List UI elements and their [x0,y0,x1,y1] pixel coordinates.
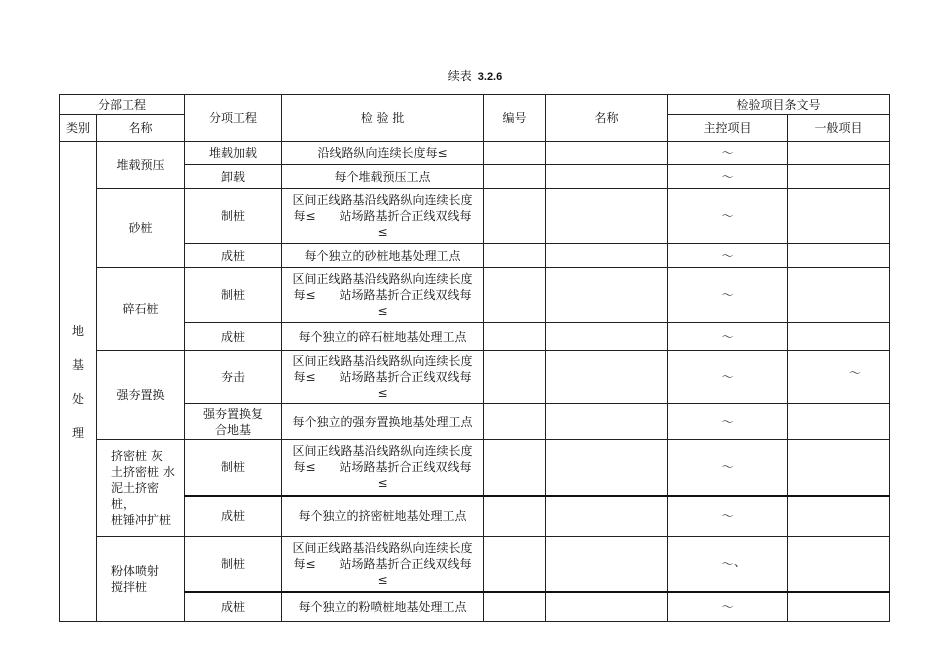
general-items-cell [788,592,890,622]
sub-item-cell: 成桩 [185,592,282,622]
table-row [60,323,890,351]
table-row [60,440,890,496]
lot-name-cell [546,592,668,622]
table-row [60,537,890,592]
table-row [60,244,890,268]
general-items-cell [788,165,890,189]
header-general-items: 一般项目 [788,115,890,142]
main-items-cell: ～ [668,142,788,165]
category-cell [60,142,97,622]
main-items-cell: ～ [668,440,788,496]
lot-name-cell [546,496,668,537]
sub-item-cell: 制桩 [185,268,282,323]
inspection-lot-cell: 每个独立的砂桩地基处理工点 [282,244,484,268]
code-cell [484,496,546,537]
header-code: 编号 [484,95,546,142]
lot-name-cell [546,323,668,351]
sub-item-cell: 强夯置换复 合地基 [185,404,282,440]
inspection-lot-cell: 每个独立的强夯置换地基处理工点 [282,404,484,440]
category-char: 理 [71,425,84,440]
category-char: 地 [71,323,84,338]
lot-name-cell [546,244,668,268]
general-items-cell [788,537,890,592]
code-cell [484,592,546,622]
code-cell [484,165,546,189]
lot-name-cell [546,351,668,404]
category-char: 处 [71,391,84,406]
stray-tilde-mark: ～ [849,366,862,380]
general-items-cell [788,142,890,165]
general-items-cell [788,244,890,268]
caption-number: 3.2.6 [477,71,503,83]
lot-name-cell [546,268,668,323]
sub-item-cell: 成桩 [185,496,282,537]
group-name-cell: 碎石桩 [97,268,185,351]
inspection-lot-cell: 每个独立的碎石桩地基处理工点 [282,323,484,351]
header-fenxiang: 分项工程 [185,95,282,142]
table-row [60,351,890,404]
sub-item-cell: 成桩 [185,323,282,351]
general-items-cell [788,496,890,537]
group-name-cell: 粉体喷射 搅拌桩 [97,537,185,622]
code-cell [484,189,546,244]
group-name-cell: 砂桩 [97,189,185,268]
code-cell [484,142,546,165]
sub-item-cell: 堆载加载 [185,142,282,165]
header-inspection-lot: 检 验 批 [282,95,484,142]
header-fenbu: 分部工程 [60,95,185,115]
general-items-cell [788,404,890,440]
general-items-cell [788,440,890,496]
sub-item-cell: 制桩 [185,189,282,244]
main-items-cell: ～ [668,189,788,244]
inspection-lot-cell: 区间正线路基沿线路纵向连续长度 每≤ 站场路基折合正线双线每 ≤ [282,537,484,592]
inspection-table [59,94,890,622]
inspection-lot-cell: 沿线路纵向连续长度每≤ [282,142,484,165]
stray-tick-mark: 、 [734,555,747,569]
code-cell [484,440,546,496]
inspection-lot-cell: 每个独立的挤密桩地基处理工点 [282,496,484,537]
category-char: 基 [71,357,84,372]
lot-name-cell [546,440,668,496]
group-name-cell: 堆载预压 [97,142,185,189]
general-items-cell [788,323,890,351]
header-main-items: 主控项目 [668,115,788,142]
group-name-cell: 挤密桩 灰 土挤密桩 水 泥土挤密桩， 桩锤冲扩桩 [97,440,185,537]
lot-name-cell [546,142,668,165]
inspection-lot-cell: 每个独立的粉喷桩地基处理工点 [282,592,484,622]
sub-item-cell: 夯击 [185,351,282,404]
main-items-cell: ～ [668,165,788,189]
general-items-cell [788,268,890,323]
lot-name-cell [546,165,668,189]
main-items-cell: ～ [668,592,788,622]
table-row [60,142,890,165]
table-row [60,189,890,244]
main-items-cell: ～ [668,351,788,404]
general-items-cell [788,351,890,404]
code-cell [484,537,546,592]
code-cell [484,404,546,440]
inspection-lot-cell: 区间正线路基沿线路纵向连续长度 每≤ 站场路基折合正线双线每 ≤ [282,351,484,404]
lot-name-cell [546,537,668,592]
main-items-cell: ～ [668,244,788,268]
lot-name-cell [546,189,668,244]
sub-item-cell: 制桩 [185,537,282,592]
header-name: 名称 [97,115,185,142]
code-cell [484,323,546,351]
table-row [60,165,890,189]
table-row [60,592,890,622]
main-items-cell: ～ [668,323,788,351]
inspection-lot-cell: 每个堆载预压工点 [282,165,484,189]
code-cell [484,268,546,323]
sub-item-cell: 制桩 [185,440,282,496]
inspection-lot-cell: 区间正线路基沿线路纵向连续长度 每≤ 站场路基折合正线双线每 ≤ [282,440,484,496]
sub-item-cell: 成桩 [185,244,282,268]
header-articles: 检验项目条文号 [668,95,890,115]
main-items-cell: ～ [668,496,788,537]
group-name-cell: 强夯置换 [97,351,185,440]
code-cell [484,351,546,404]
table-caption [0,67,950,84]
general-items-cell [788,189,890,244]
header-lot-name: 名称 [546,95,668,142]
lot-name-cell [546,404,668,440]
main-items-cell: ～ [668,537,788,592]
inspection-lot-cell: 区间正线路基沿线路纵向连续长度 每≤ 站场路基折合正线双线每 ≤ [282,189,484,244]
main-items-cell: ～ [668,404,788,440]
code-cell [484,244,546,268]
header-category: 类别 [60,115,97,142]
caption-label: 续表 [447,69,472,83]
table-row [60,404,890,440]
main-items-cell: ～ [668,268,788,323]
table-row [60,496,890,537]
inspection-lot-cell: 区间正线路基沿线路纵向连续长度 每≤ 站场路基折合正线双线每 ≤ [282,268,484,323]
table-row [60,268,890,323]
sub-item-cell: 卸载 [185,165,282,189]
